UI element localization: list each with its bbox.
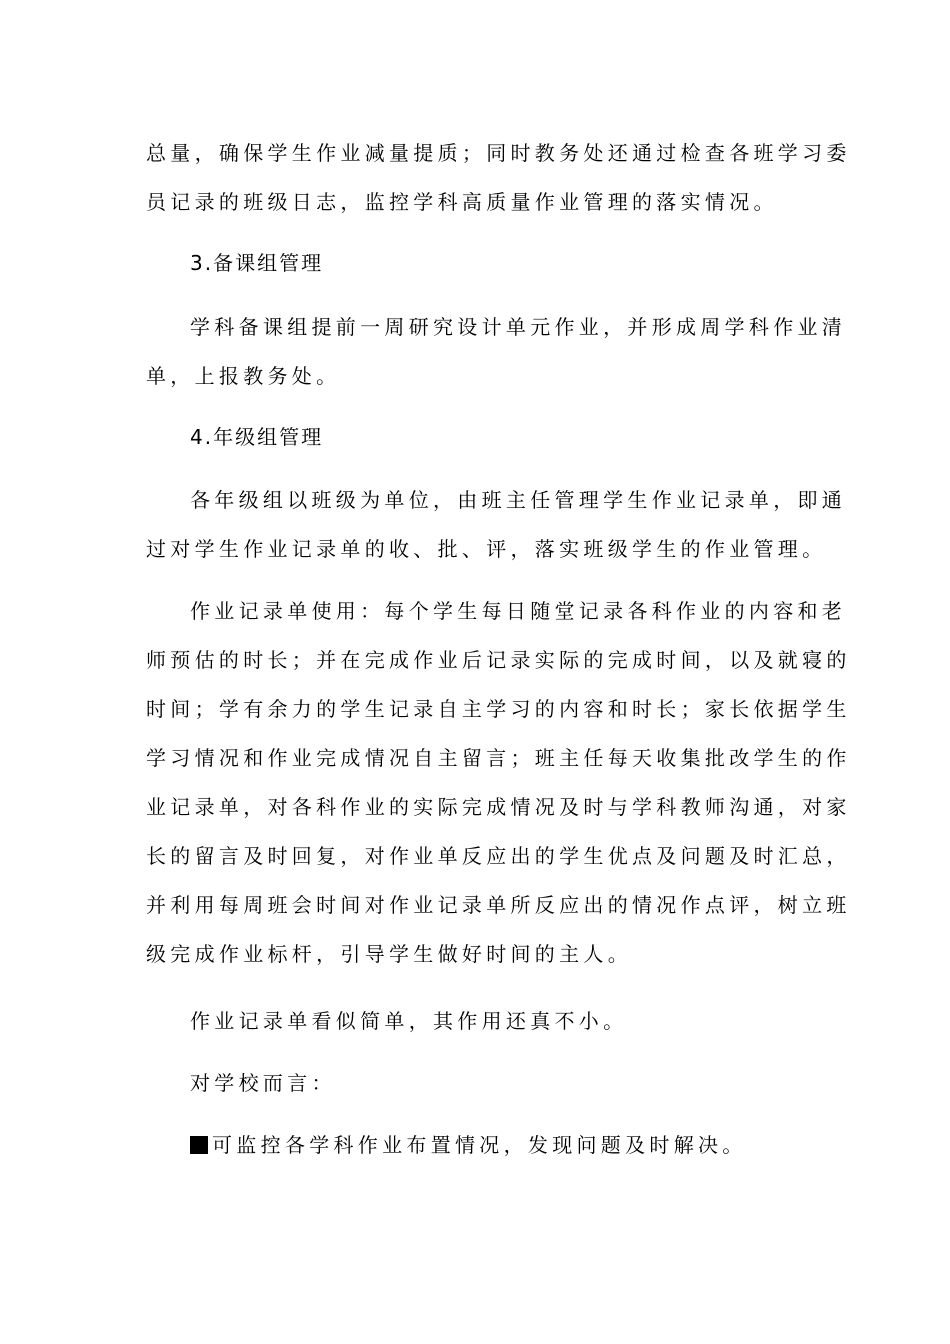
bullet-item — [190, 1132, 806, 1158]
paragraph-line: 学习情况和作业完成情况自主留言；班主任每天收集批改学生的作 — [146, 746, 851, 770]
paragraph-line: 并利用每周班会时间对作业记录单所反应出的情况作点评，树立班 — [146, 893, 851, 917]
paragraph-line: 单，上报教务处。 — [146, 364, 341, 388]
paragraph-line: 学科备课组提前一周研究设计单元作业，并形成周学科作业清 — [190, 315, 847, 339]
paragraph-line: 时间；学有余力的学生记录自主学习的内容和时长；家长依据学生 — [146, 697, 851, 721]
paragraph-line: 对学校而言： — [190, 1071, 336, 1095]
paragraph-line: 作业记录单使用：每个学生每日随堂记录各科作业的内容和老 — [190, 599, 847, 623]
section-heading: 3.备课组管理 — [190, 251, 324, 275]
paragraph-line: 作业记录单看似简单，其作用还真不小。 — [190, 1009, 628, 1033]
paragraph-line: 各年级组以班级为单位，由班主任管理学生作业记录单，即通 — [190, 488, 847, 512]
paragraph-line: 级完成作业标杆，引导学生做好时间的主人。 — [146, 942, 632, 966]
paragraph-line: 业记录单，对各科作业的实际完成情况及时与学科教师沟通，对家 — [146, 795, 851, 819]
paragraph-line: 总量，确保学生作业减量提质；同时教务处还通过检查各班学习委 — [146, 141, 851, 165]
paragraph-line: 过对学生作业记录单的收、批、评，落实班级学生的作业管理。 — [146, 537, 827, 561]
bullet-item-text: 可监控各学科作业布置情况，发现问题及时解决。 — [212, 1133, 747, 1157]
paragraph-line: 长的留言及时回复，对作业单反应出的学生优点及问题及时汇总， — [146, 844, 851, 868]
paragraph-line: 师预估的时长；并在完成作业后记录实际的完成时间，以及就寝的 — [146, 648, 851, 672]
section-heading: 4.年级组管理 — [190, 425, 324, 449]
square-bullet-icon — [190, 1136, 208, 1154]
paragraph-line: 员记录的班级日志，监控学科高质量作业管理的落实情况。 — [146, 190, 778, 214]
